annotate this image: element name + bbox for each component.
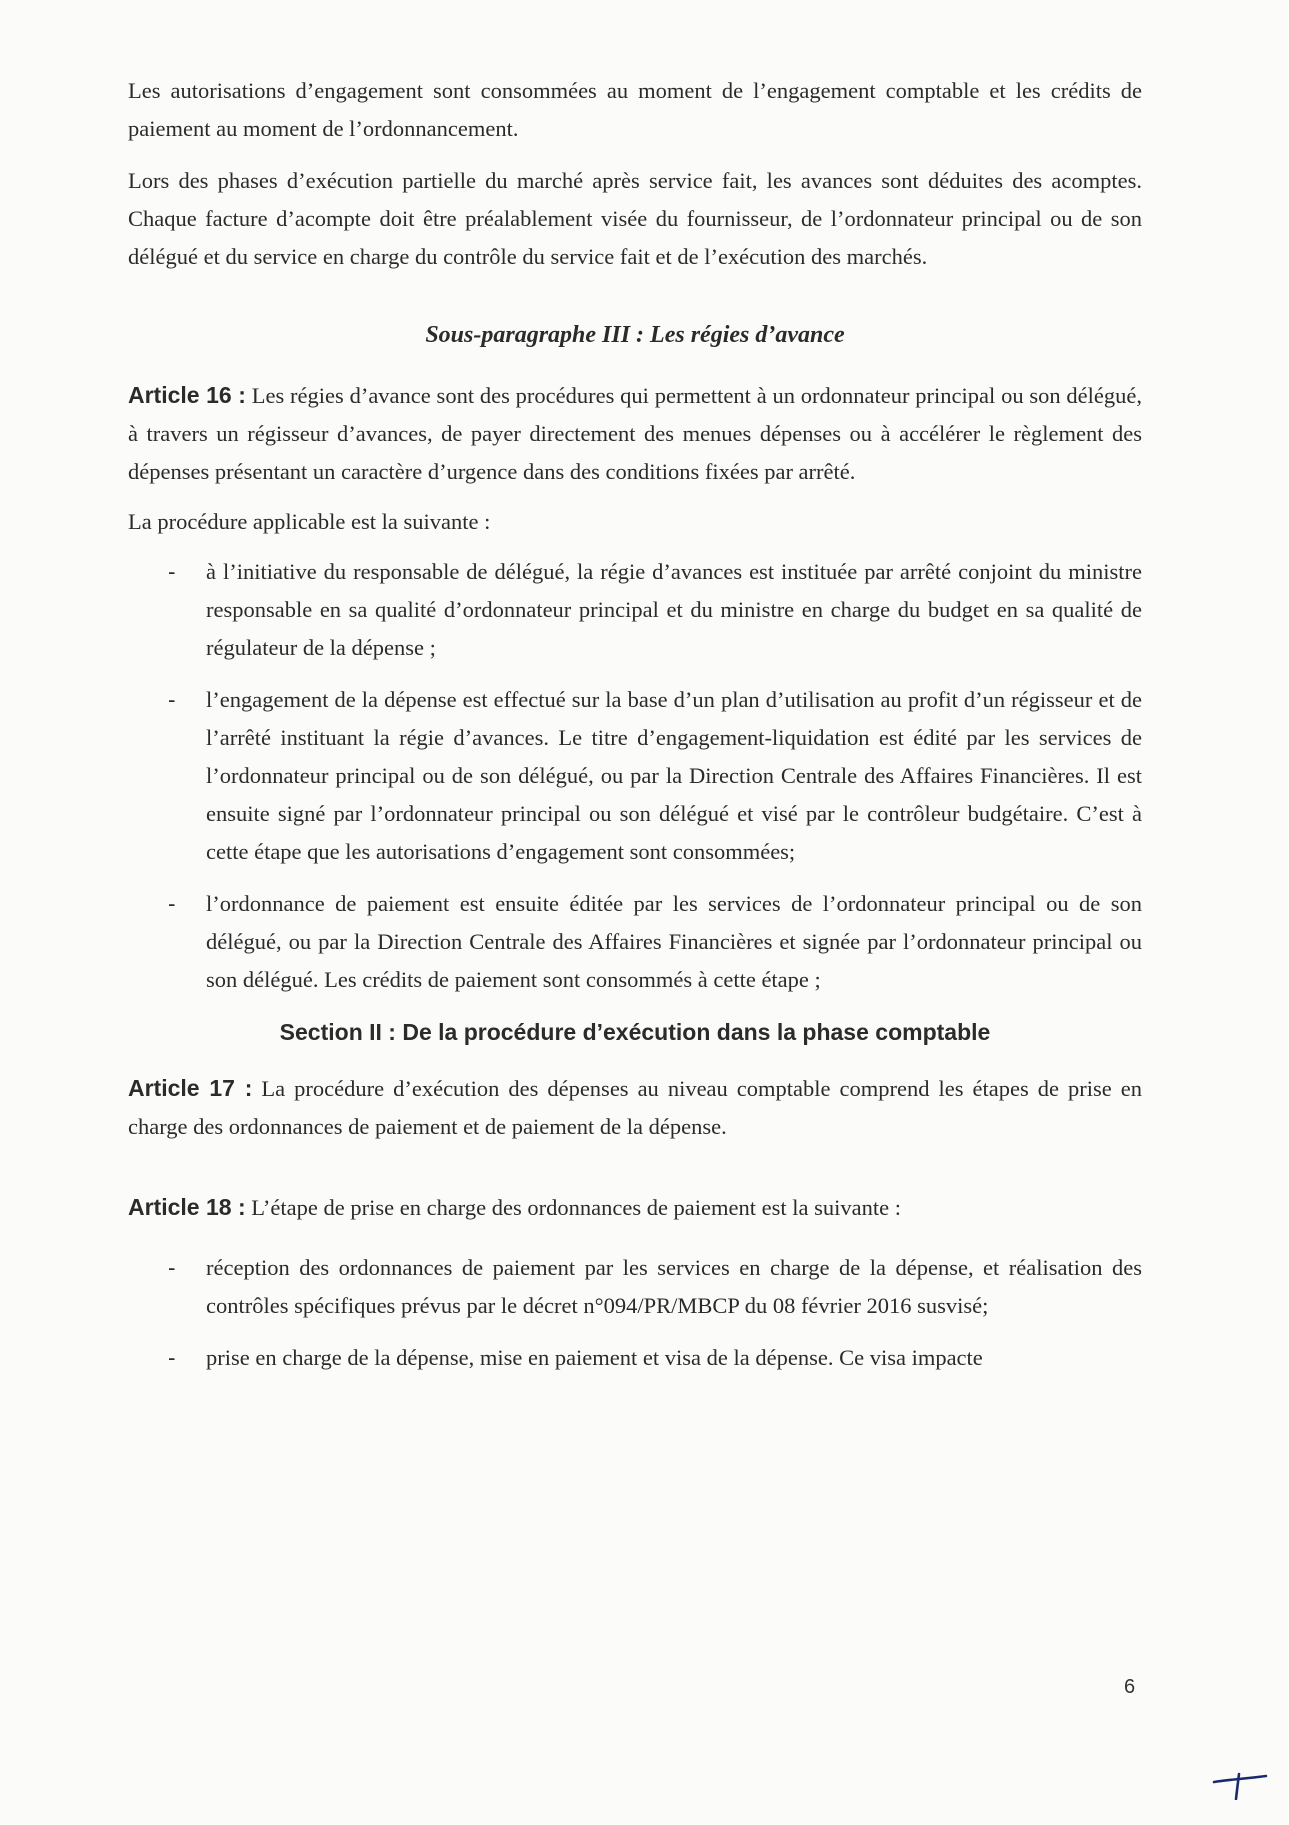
list-item xyxy=(128,1249,1142,1325)
handwritten-initial-mark-icon xyxy=(1212,1770,1268,1800)
article-17-label: Article 17 : xyxy=(128,1075,253,1101)
article-18-label: Article 18 : xyxy=(128,1194,246,1220)
list-item-text: réception des ordonnances de paiement par les services en charge de la dépense, et réalisation des contrôles spécifiques prévus par le décret n°094/PR/MBCP du 08 février 2016 susvisé; xyxy=(206,1255,1142,1318)
dash-bullet: - xyxy=(168,891,176,916)
list-item-text: l’engagement de la dépense est effectué sur la base d’un plan d’utilisation au profit d’un régisseur et de l’arrêté instituant la régie d’avances. Le titre d’engagement-liquidation est édité par les services de l’ordonnateur principal ou de son délégué, ou par la Direction Centrale des Affaires Financières. Il est ensuite signé par l’ordonnateur principal ou son délégué et visé par le contrôleur budgétaire. C’est à cette étape que les autorisations d’engagement sont consommées; xyxy=(206,687,1142,864)
list-item-text: l’ordonnance de paiement est ensuite éditée par les services de l’ordonnateur principal ou de son délégué, ou par la Direction Centrale des Affaires Financières et signée par l’ordonnateur principal ou son délégué. Les crédits de paiement sont consommés à cette étape ; xyxy=(206,891,1142,992)
article-18 xyxy=(128,1188,1142,1227)
list-item-text: à l’initiative du responsable de délégué, la régie d’avances est instituée par arrêté conjoint du ministre responsable en sa qualité d’ordonnateur principal et du ministre en charge du budget en sa qualité de régulateur de la dépense ; xyxy=(206,559,1142,660)
page-number: 6 xyxy=(1124,1676,1136,1698)
article-16-list xyxy=(128,553,1142,999)
list-item xyxy=(128,681,1142,871)
list-item xyxy=(128,553,1142,667)
article-17-text: La procédure d’exécution des dépenses au niveau comptable comprend les étapes de prise en charge des ordonnances de paiement et de paiement de la dépense. xyxy=(128,1076,1142,1139)
list-item xyxy=(128,885,1142,999)
subsection-title: Sous-paragraphe III : Les régies d’avance xyxy=(425,322,845,348)
article-16-label: Article 16 : xyxy=(128,382,246,408)
paragraph-partial-execution: Lors des phases d’exécution partielle du marché après service fait, les avances sont déduites des acomptes. Chaque facture d’acompte doit être préalablement visée du fournisseur, de l’ordonnateur principal ou de son délégué et du service en charge du contrôle du service fait et de l’exécution des marchés. xyxy=(128,168,1142,269)
article-18-list xyxy=(128,1249,1142,1377)
list-item xyxy=(128,1339,1142,1377)
page-content xyxy=(128,72,1142,1391)
dash-bullet: - xyxy=(168,559,176,584)
article-16-text: Les régies d’avance sont des procédures qui permettent à un ordonnateur principal ou son délégué, à travers un régisseur d’avances, de payer directement des menues dépenses ou à accélérer le règlement des dépenses présentant un caractère d’urgence dans des conditions fixées par arrêté. xyxy=(128,383,1143,484)
article-16-intro: La procédure applicable est la suivante : xyxy=(128,509,491,534)
dash-bullet: - xyxy=(168,1255,176,1280)
list-item-text: prise en charge de la dépense, mise en paiement et visa de la dépense. Ce visa impacte xyxy=(206,1345,983,1370)
paragraph-engagement-consumption: Les autorisations d’engagement sont consommées au moment de l’engagement comptable et les crédits de paiement au moment de l’ordonnancement. xyxy=(128,78,1142,141)
article-17 xyxy=(128,1069,1142,1146)
dash-bullet: - xyxy=(168,1345,176,1370)
article-16 xyxy=(128,376,1142,491)
section-title: Section II : De la procédure d’exécution dans la phase comptable xyxy=(279,1019,991,1045)
article-18-text: L’étape de prise en charge des ordonnances de paiement est la suivante : xyxy=(251,1195,901,1220)
dash-bullet: - xyxy=(168,687,176,712)
